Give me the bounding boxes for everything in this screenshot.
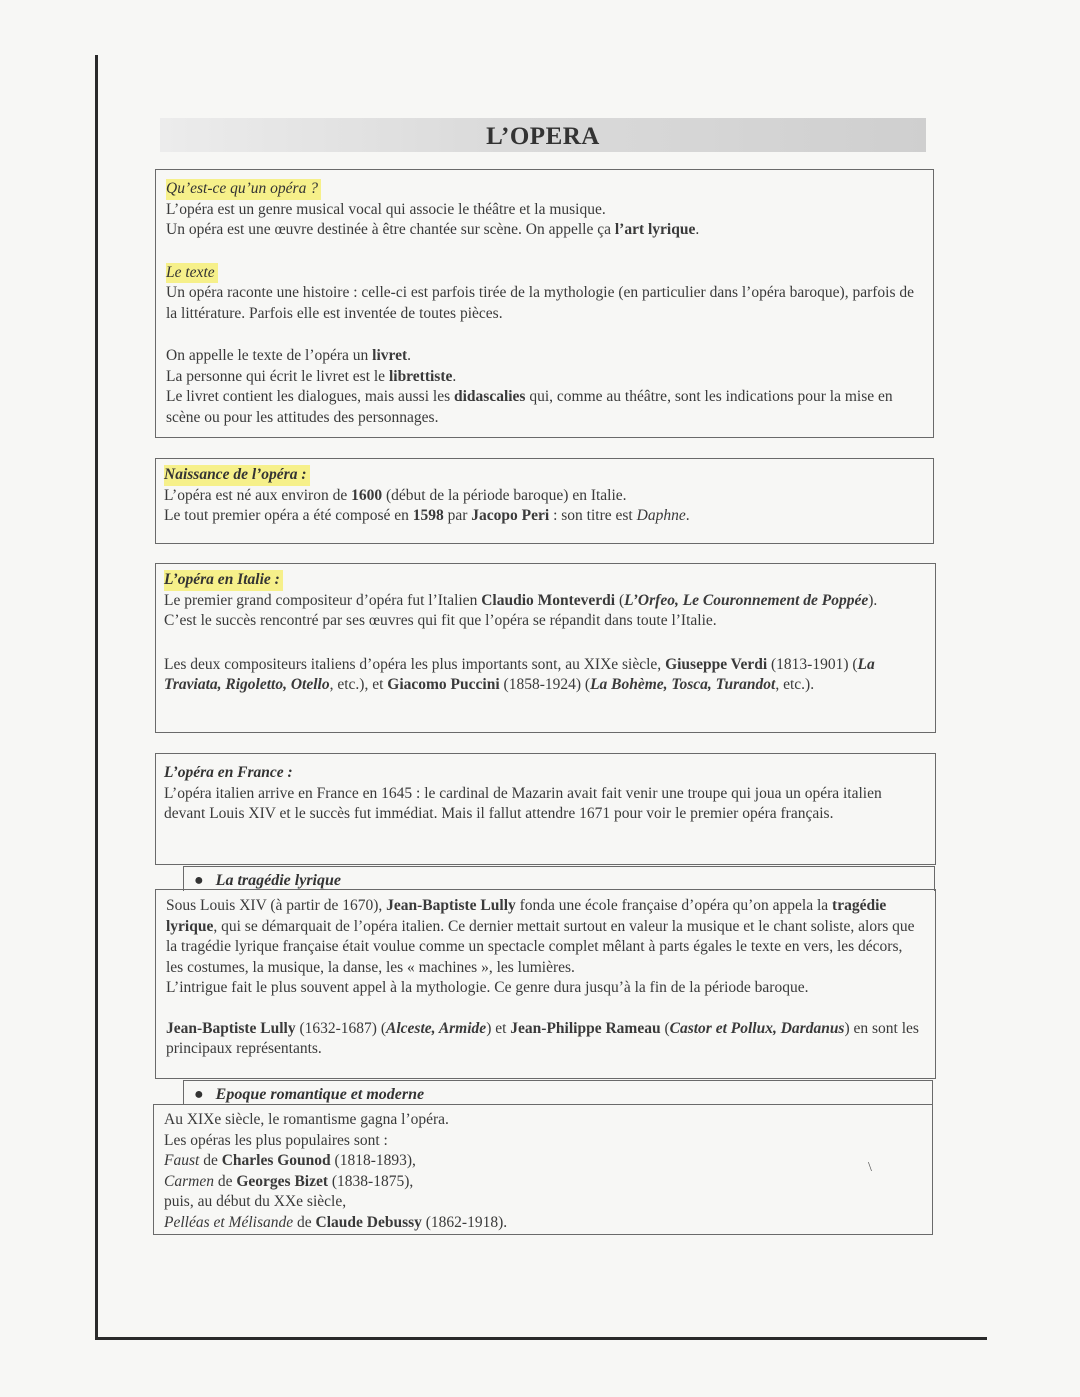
italie-para2: Les deux compositeurs italiens d’opéra les plus importants sont, au XIXe siècle, Giuseppe Verdi (1813-1901) (La Traviata, Rigoletto, Otello, etc.), et Giacomo Puccini (1858-1924) (La Bohème, Tosca, Turandot, etc.). — [164, 655, 875, 693]
texte-para1: Un opéra raconte une histoire : celle-ci est parfois tirée de la mythologie (en particulier dans l’opéra baroque), parfois de la littérature. Parfois elle est inventée de toutes pièces. — [166, 284, 914, 322]
romantique-box — [153, 1104, 933, 1235]
intro-heading: Qu’est-ce qu’un opéra ? — [166, 179, 321, 200]
italie-heading: L’opéra en Italie : — [164, 570, 283, 591]
texte-librettiste: La personne qui écrit le livret est le librettiste. — [166, 367, 457, 385]
france-para: L’opéra italien arrive en France en 1645 : le cardinal de Mazarin avait fait venir une troupe qui joua un opéra italien devant Louis XIV et le succès fut immédiat. Mais il fallut attendre 1671 pour voir le premier opéra français. — [164, 784, 882, 822]
bullet-icon: ● — [194, 872, 204, 889]
romantique-pelleas: Pelléas et Mélisande de Claude Debussy (1862-1918). — [164, 1213, 508, 1231]
page-left-edge — [95, 55, 98, 1340]
intro-box — [155, 169, 934, 438]
romantique-puis: puis, au début du XXe siècle, — [164, 1193, 347, 1210]
naissance-line1: L’opéra est né aux environ de 1600 (début de la période baroque) en Italie. — [164, 486, 627, 504]
tragedie-para1-last: L’intrigue fait le plus souvent appel à la mythologie. Ce genre dura jusqu’à la fin de la période baroque. — [166, 979, 809, 996]
france-box — [155, 753, 936, 865]
page-bottom-edge — [95, 1337, 987, 1340]
tragedie-box — [155, 889, 936, 1079]
naissance-line2: Le tout premier opéra a été composé en 1598 par Jacopo Peri : son titre est Daphne. — [164, 507, 690, 524]
italie-para1: Le premier grand compositeur d’opéra fut l’Italien Claudio Monteverdi (L’Orfeo, Le Couronnement de Poppée). C’est le succès rencontré par ses œuvres qui fit que l’opéra se répandit dans toute l’Italie. — [164, 591, 878, 629]
intro-line2: Un opéra est une œuvre destinée à être chantée sur scène. On appelle ça l’art lyrique. — [166, 221, 700, 238]
intro-line1: L’opéra est un genre musical vocal qui associe le théâtre et la musique. — [166, 200, 606, 218]
france-heading: L’opéra en France : — [164, 764, 293, 781]
texte-livret: On appelle le texte de l’opéra un livret. — [166, 347, 412, 364]
texte-didascalies: Le livret contient les dialogues, mais aussi les didascalies qui, comme au théâtre, sont les indications pour la mise en scène ou pour les attitudes des personnages. — [166, 388, 893, 426]
romantique-line2: Les opéras les plus populaires sont : — [164, 1131, 388, 1149]
romantique-subheading: ● Epoque romantique et moderne — [183, 1080, 933, 1105]
tragedie-para1: Sous Louis XIV (à partir de 1670), Jean-Baptiste Lully fonda une école française d’opéra qu’on appela la tragédie lyrique, qui se démarquait de l’opéra italien. Ce dernier mettait surtout en valeur la musique et le chant soliste, alors que la tragédie lyrique française était voulue comme un spectacle complet mêlant à parts égales le texte en vers, les décors, les costumes, la musique, la danse, les « machines », les lumières. — [166, 897, 915, 976]
stray-mark: \ — [868, 1160, 872, 1175]
romantique-line1: Au XIXe siècle, le romantisme gagna l’opéra. — [164, 1111, 449, 1128]
naissance-box — [155, 458, 934, 544]
tragedie-subheading: ● La tragédie lyrique — [183, 866, 935, 891]
naissance-heading: Naissance de l’opéra : — [164, 465, 310, 486]
romantique-faust: Faust de Charles Gounod (1818-1893), — [164, 1152, 416, 1169]
italie-box — [155, 563, 936, 733]
page-title: L’OPERA — [160, 118, 926, 152]
texte-heading: Le texte — [166, 263, 218, 284]
tragedie-para2: Jean-Baptiste Lully (1632-1687) (Alceste, Armide) et Jean-Philippe Rameau (Castor et Pollux, Dardanus) en sont les principaux représentants. — [166, 1019, 919, 1057]
romantique-carmen: Carmen de Georges Bizet (1838-1875), — [164, 1172, 414, 1190]
bullet-icon: ● — [194, 1086, 204, 1103]
